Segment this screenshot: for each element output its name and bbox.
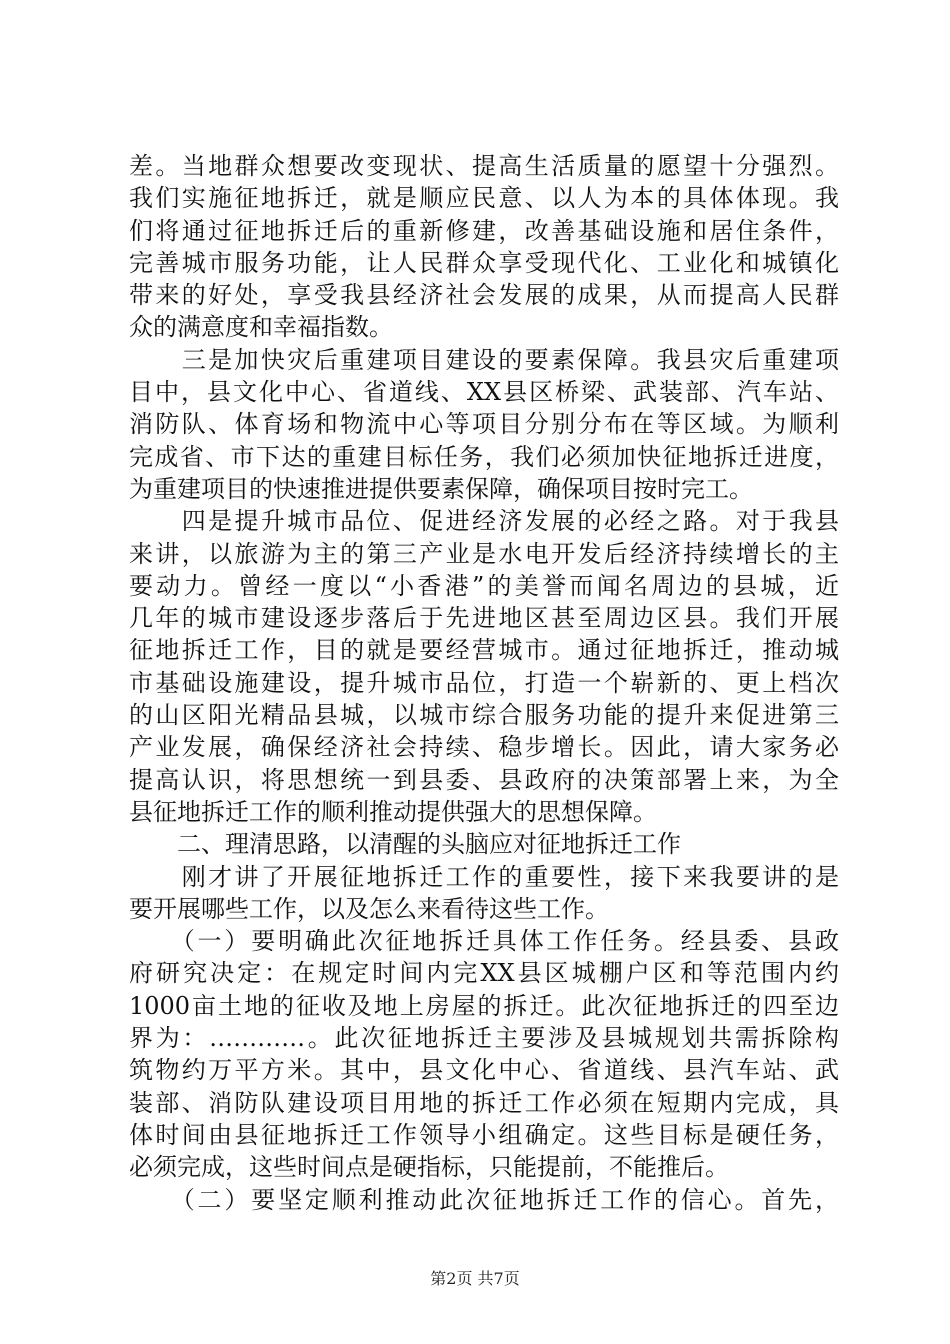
text-line: 要动力。曾经一度以“小香港”的美誉而闻名周边的县城，近	[129, 571, 839, 600]
text-line: 产业发展，确保经济社会持续、稳步增长。因此，请大家务必	[129, 733, 839, 762]
text-line: 界为：…………。此次征地拆迁主要涉及县城规划共需拆除构	[129, 1024, 839, 1053]
text-line: 目中，县文化中心、省道线、XX县区桥梁、武装部、汽车站、	[129, 378, 839, 407]
text-line: 提高认识，将思想统一到县委、县政府的决策部署上来，为全	[129, 765, 839, 794]
text-line: 带来的好处，享受我县经济社会发展的成果，从而提高人民群	[129, 281, 839, 310]
text-line: 几年的城市建设逐步落后于先进地区甚至周边区县。我们开展	[129, 604, 839, 633]
paragraph	[129, 505, 839, 828]
text-line: 众的满意度和幸福指数。	[129, 313, 393, 342]
text-line: 必须完成，这些时间点是硬指标，只能提前，不能推后。	[129, 1153, 729, 1182]
text-line: 二、理清思路，以清醒的头脑应对征地拆迁工作	[129, 830, 681, 859]
paragraph	[129, 344, 839, 505]
text-line: 装部、消防队建设项目用地的拆迁工作必须在短期内完成，具	[129, 1088, 839, 1117]
text-line: 的山区阳光精品县城，以城市综合服务功能的提升来促进第三	[129, 701, 839, 730]
text-line: 们将通过征地拆迁后的重新修建，改善基础设施和居住条件，	[129, 216, 839, 245]
document-body	[129, 150, 839, 1216]
text-line: 三是加快灾后重建项目建设的要素保障。我县灾后重建项	[129, 345, 839, 374]
paragraph	[129, 150, 839, 344]
text-line: 筑物约万平方米。其中，县文化中心、省道线、县汽车站、武	[129, 1056, 839, 1085]
paragraph	[129, 1184, 839, 1216]
text-line: 差。当地群众想要改变现状、提高生活质量的愿望十分强烈。	[129, 152, 839, 180]
text-line: 完成省、市下达的重建目标任务，我们必须加快征地拆迁进度，	[129, 442, 839, 471]
page-footer: 第2页 共7页	[430, 1269, 520, 1288]
text-line: 体时间由县征地拆迁工作领导小组确定。这些目标是硬任务，	[129, 1120, 839, 1149]
paragraph	[129, 925, 839, 1183]
text-line: （二）要坚定顺利推动此次征地拆迁工作的信心。首先，	[129, 1185, 839, 1214]
text-line: 为重建项目的快速推进提供要素保障，确保项目按时完工。	[129, 474, 753, 503]
text-line: 征地拆迁工作，目的就是要经营城市。通过征地拆迁，推动城	[129, 636, 839, 665]
text-line: 来讲，以旅游为主的第三产业是水电开发后经济持续增长的主	[129, 539, 839, 568]
text-line: 我们实施征地拆迁，就是顺应民意、以人为本的具体体现。我	[129, 184, 839, 213]
text-line: （一）要明确此次征地拆迁具体工作任务。经县委、县政	[129, 927, 839, 956]
text-line: 市基础设施建设，提升城市品位，打造一个崭新的、更上档次	[129, 668, 839, 697]
section-heading	[129, 828, 839, 860]
text-line: 消防队、体育场和物流中心等项目分别分布在等区域。为顺利	[129, 410, 839, 439]
text-line: 1000亩土地的征收及地上房屋的拆迁。此次征地拆迁的四至边	[129, 991, 839, 1020]
text-line: 要开展哪些工作，以及怎么来看待这些工作。	[129, 894, 609, 923]
text-line: 府研究决定：在规定时间内完XX县区城棚户区和等范围内约	[129, 959, 839, 988]
text-line: 刚才讲了开展征地拆迁工作的重要性，接下来我要讲的是	[129, 862, 839, 891]
text-line: 完善城市服务功能，让人民群众享受现代化、工业化和城镇化	[129, 248, 839, 277]
text-line: 县征地拆迁工作的顺利推动提供强大的思想保障。	[129, 797, 657, 826]
text-line: 四是提升城市品位、促进经济发展的必经之路。对于我县	[129, 507, 839, 536]
paragraph	[129, 861, 839, 926]
